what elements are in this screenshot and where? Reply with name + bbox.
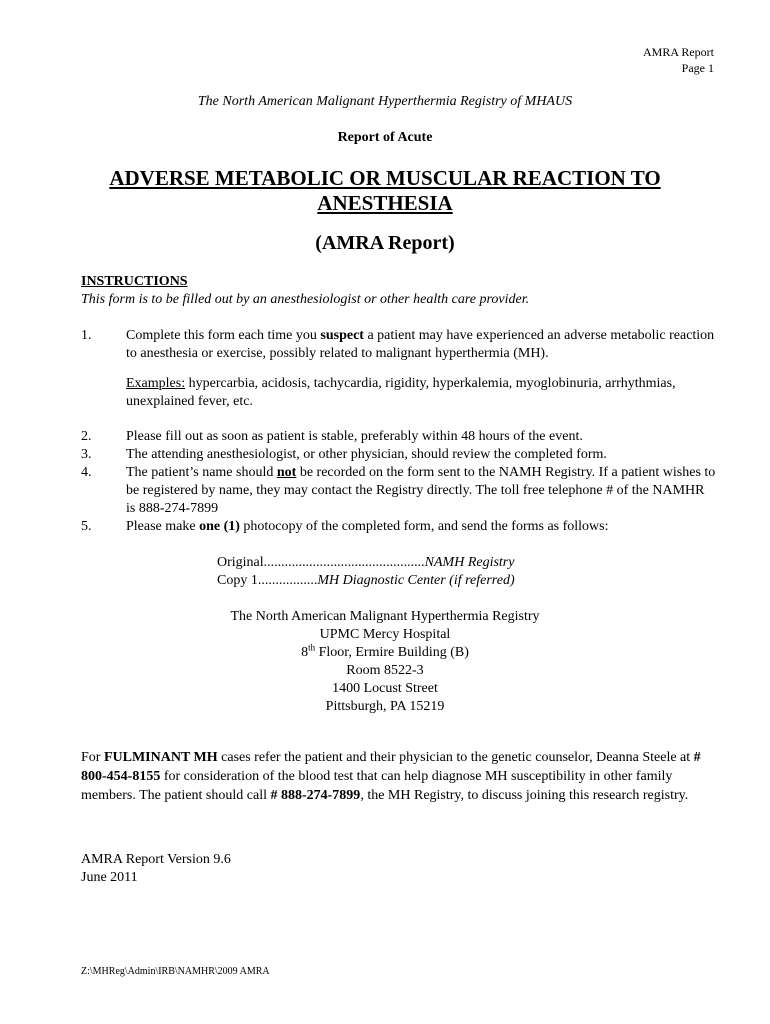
header-report-name: AMRA Report <box>642 45 714 59</box>
item-text <box>126 464 716 518</box>
floor-building: Floor, Ermire Building (B) <box>315 645 469 660</box>
item-text <box>126 327 716 363</box>
paragraph-text: For <box>81 750 104 765</box>
floor-number: 8 <box>301 645 309 660</box>
report-of-heading: Report of Acute <box>337 130 433 145</box>
item-text: Please fill out as soon as patient is stable, preferably within 48 hours of the event. <box>126 429 583 444</box>
copy-count-emphasis: one (1) <box>199 519 240 534</box>
distribution-label: Original.............................................. <box>217 555 425 570</box>
fulminant-mh-paragraph <box>81 748 721 805</box>
item-text-part: photocopy of the completed form, and send the forms as follows: <box>239 519 609 534</box>
title-line-2: ANESTHESIA <box>317 191 453 215</box>
header-page-number: Page 1 <box>681 61 714 75</box>
version-info <box>81 851 721 887</box>
paragraph-text: for consideration of the blood test that can help diagnose MH susceptibility in other family members. The patient should call <box>81 769 673 803</box>
suspect-emphasis: suspect <box>320 328 364 343</box>
item-number: 1. <box>81 328 92 343</box>
instructions-intro: This form is to be filled out by an anesthesiologist or other health care provider. <box>81 292 530 307</box>
item-number: 3. <box>81 447 92 462</box>
item-number: 5. <box>81 519 92 534</box>
paragraph-text: , the MH Registry, to discuss joining this research registry. <box>360 788 689 803</box>
not-emphasis: not <box>276 465 297 480</box>
distribution-label: Copy 1................. <box>217 573 318 588</box>
address-line-6: Pittsburgh, PA 15219 <box>325 699 445 714</box>
item-number: 4. <box>81 465 92 480</box>
distribution-original <box>217 554 514 572</box>
address-line-4: Room 8522-3 <box>346 663 424 678</box>
file-path-footer: Z:\MHReg\Admin\IRB\NAMHR\2009 AMRA <box>81 966 270 977</box>
paragraph-text: cases refer the patient and their physician to the genetic counselor, Deanna Steele at <box>217 750 694 765</box>
counselor-phone: # 800-454-8155 <box>81 750 701 784</box>
item-text-part: Please make <box>126 519 200 534</box>
distribution-copy-1 <box>217 572 515 590</box>
version-date: June 2011 <box>81 870 138 885</box>
fulminant-mh-emphasis: FULMINANT MH <box>103 750 218 765</box>
item-text-part: a patient may have experienced an adverse metabolic reaction to anesthesia or exercise, possibly related to malignant hyperthermia (MH). <box>126 328 715 361</box>
distribution-destination: NAMH Registry <box>424 555 515 570</box>
item-text-part: be recorded on the form sent to the NAMH Registry. If a patient wishes to be registered by name, they may contact the Registry directly. The toll free telephone # of the NAMHR is 888-274-7899 <box>126 465 716 516</box>
amra-report-title: (AMRA Report) <box>315 232 455 254</box>
title-line-1: ADVERSE METABOLIC OR MUSCULAR REACTION TO <box>109 166 661 190</box>
examples-list: hypercarbia, acidosis, tachycardia, rigidity, hyperkalemia, myoglobinuria, arrhythmias, unexplained fever, etc. <box>126 376 676 409</box>
item-text-part: Complete this form each time you <box>126 328 321 343</box>
registry-subtitle: The North American Malignant Hyperthermia Registry of MHAUS <box>197 94 573 109</box>
distribution-destination: MH Diagnostic Center (if referred) <box>317 573 515 588</box>
item-text: The attending anesthesiologist, or other physician, should review the completed form. <box>126 447 607 462</box>
floor-ordinal: th <box>308 642 316 653</box>
examples-label: Examples: <box>126 376 186 391</box>
address-line-3 <box>0 644 770 662</box>
page-header <box>643 44 714 76</box>
version-number: AMRA Report Version 9.6 <box>81 852 231 867</box>
address-line-2: UPMC Mercy Hospital <box>319 627 451 642</box>
item-text-part: The patient’s name should <box>126 465 277 480</box>
instructions-heading: INSTRUCTIONS <box>81 274 188 289</box>
examples-text <box>126 375 716 411</box>
registry-phone: # 888-274-7899 <box>270 788 361 803</box>
item-number: 2. <box>81 429 92 444</box>
address-line-5: 1400 Locust Street <box>332 681 438 696</box>
document-title <box>0 166 770 216</box>
address-line-1: The North American Malignant Hyperthermia Registry <box>230 609 540 624</box>
item-text <box>126 518 716 536</box>
